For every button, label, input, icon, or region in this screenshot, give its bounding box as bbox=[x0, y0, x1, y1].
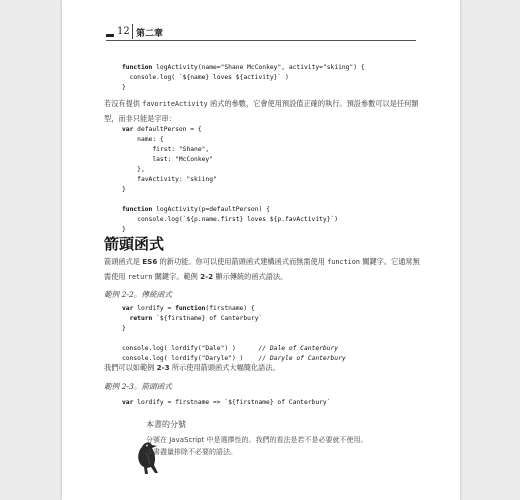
code-line bbox=[122, 185, 338, 195]
code-line bbox=[122, 304, 346, 314]
text-run: 關鍵字。它通常無需使用 bbox=[104, 257, 420, 281]
code-block-1 bbox=[122, 63, 365, 93]
header-marker bbox=[106, 34, 114, 37]
text-run: ES6 bbox=[142, 257, 158, 266]
code-token: `${firstname} of Canterbury` bbox=[152, 315, 263, 322]
code-block-4 bbox=[122, 398, 331, 408]
code-line bbox=[122, 145, 338, 155]
book-page bbox=[62, 0, 460, 500]
code-line bbox=[122, 205, 338, 215]
code-token: console.log( lordify("Daryle") ) bbox=[122, 355, 259, 362]
code-token: var bbox=[122, 305, 134, 312]
paragraph-arrow-simplify bbox=[104, 361, 420, 375]
code-token: }, bbox=[122, 166, 145, 173]
section-heading: 箭頭函式 bbox=[104, 235, 165, 253]
code-token: logActivity(p=defaultPerson) { bbox=[152, 206, 270, 213]
code-token: // Dale of Canterbury bbox=[258, 345, 339, 352]
code-token: (firstname) { bbox=[205, 305, 255, 312]
code-block-2 bbox=[122, 125, 338, 235]
code-token: first: "Shane", bbox=[122, 146, 210, 153]
code-token: function bbox=[122, 64, 153, 71]
code-line bbox=[122, 83, 365, 93]
code-line bbox=[122, 125, 338, 135]
text-run: 關鍵字。範例 bbox=[152, 271, 201, 281]
code-line bbox=[122, 155, 338, 165]
text-run: 所示使用箭頭函式大幅簡化語法。 bbox=[169, 363, 280, 372]
text-run: 若沒有提供 bbox=[104, 99, 143, 108]
code-line bbox=[122, 398, 331, 408]
tip-title: 本書的分號 bbox=[146, 420, 186, 429]
text-run: function bbox=[327, 258, 360, 266]
header-rule bbox=[106, 40, 416, 41]
paragraph-default-params bbox=[104, 97, 420, 125]
code-block-3 bbox=[122, 304, 346, 364]
code-token: } bbox=[122, 226, 126, 233]
code-line bbox=[122, 175, 338, 185]
code-token: // Daryle of Canterbury bbox=[258, 355, 346, 362]
code-token: } bbox=[122, 84, 126, 91]
text-run: 我們可以如範例 bbox=[104, 363, 157, 372]
code-token: last: "McConkey" bbox=[122, 156, 213, 163]
text-run: favoriteActivity bbox=[142, 100, 208, 108]
code-line bbox=[122, 63, 365, 73]
tip-line-2: 本書盡量排除不必要的語法。 bbox=[146, 448, 237, 456]
text-run: 2-2 bbox=[200, 271, 214, 281]
tip-line-1: 分號在 JavaScript 中是選擇性的。我們的看法是若不是必要就不使用。 bbox=[146, 436, 368, 444]
text-run: 箭頭函式是 bbox=[104, 257, 143, 266]
code-token: } bbox=[122, 186, 126, 193]
code-token: } bbox=[122, 325, 126, 332]
code-token: function bbox=[122, 206, 153, 213]
example-caption-2-3: 範例 2-3。箭頭函式 bbox=[104, 382, 172, 391]
code-line bbox=[122, 135, 338, 145]
header-divider bbox=[132, 24, 133, 39]
crow-icon bbox=[114, 420, 146, 458]
text-run: 的新功能。你可以使用箭頭函式建構函式而無需使用 bbox=[157, 257, 328, 266]
code-line bbox=[122, 73, 365, 83]
code-token: name: { bbox=[122, 136, 164, 143]
code-token: return bbox=[122, 315, 153, 322]
code-token: lordify = bbox=[133, 305, 176, 312]
code-line bbox=[122, 334, 346, 344]
code-line bbox=[122, 314, 346, 324]
code-token: function bbox=[175, 305, 206, 312]
code-line bbox=[122, 195, 338, 205]
code-token: lordify = firstname => `${firstname} of Canterbury` bbox=[133, 399, 331, 406]
code-line bbox=[122, 344, 346, 354]
code-token: var bbox=[122, 399, 134, 406]
code-token: console.log( lordify("Dale") ) bbox=[122, 345, 259, 352]
code-line bbox=[122, 324, 346, 334]
code-line bbox=[122, 165, 338, 175]
code-line bbox=[122, 215, 338, 225]
code-token: var bbox=[122, 126, 134, 133]
example-caption-2-2: 範例 2-2。傳統函式 bbox=[104, 290, 172, 299]
code-token: console.log(`${p.name.first} loves ${p.favActivity}`) bbox=[122, 216, 339, 223]
code-token: logActivity(name="Shane McConkey", activity="skiing") { bbox=[152, 64, 365, 71]
code-token: console.log( `${name} loves ${activity}` ) bbox=[122, 74, 289, 81]
text-run: 顯示傳統的函式語法。 bbox=[213, 271, 288, 281]
text-run: 函式的參數，它會使用預設值正確的執行。預設參數可以是任何類型，而非只能是字串： bbox=[104, 99, 419, 123]
code-token: favActivity: "skiing" bbox=[122, 176, 217, 183]
paragraph-arrow-intro bbox=[104, 255, 420, 284]
chapter-title: 第二章 bbox=[136, 29, 164, 39]
code-token: defaultPerson = { bbox=[133, 126, 202, 133]
text-run: return bbox=[127, 272, 153, 281]
text-run: 2-3 bbox=[156, 363, 170, 372]
page-number: 12 bbox=[117, 26, 130, 37]
